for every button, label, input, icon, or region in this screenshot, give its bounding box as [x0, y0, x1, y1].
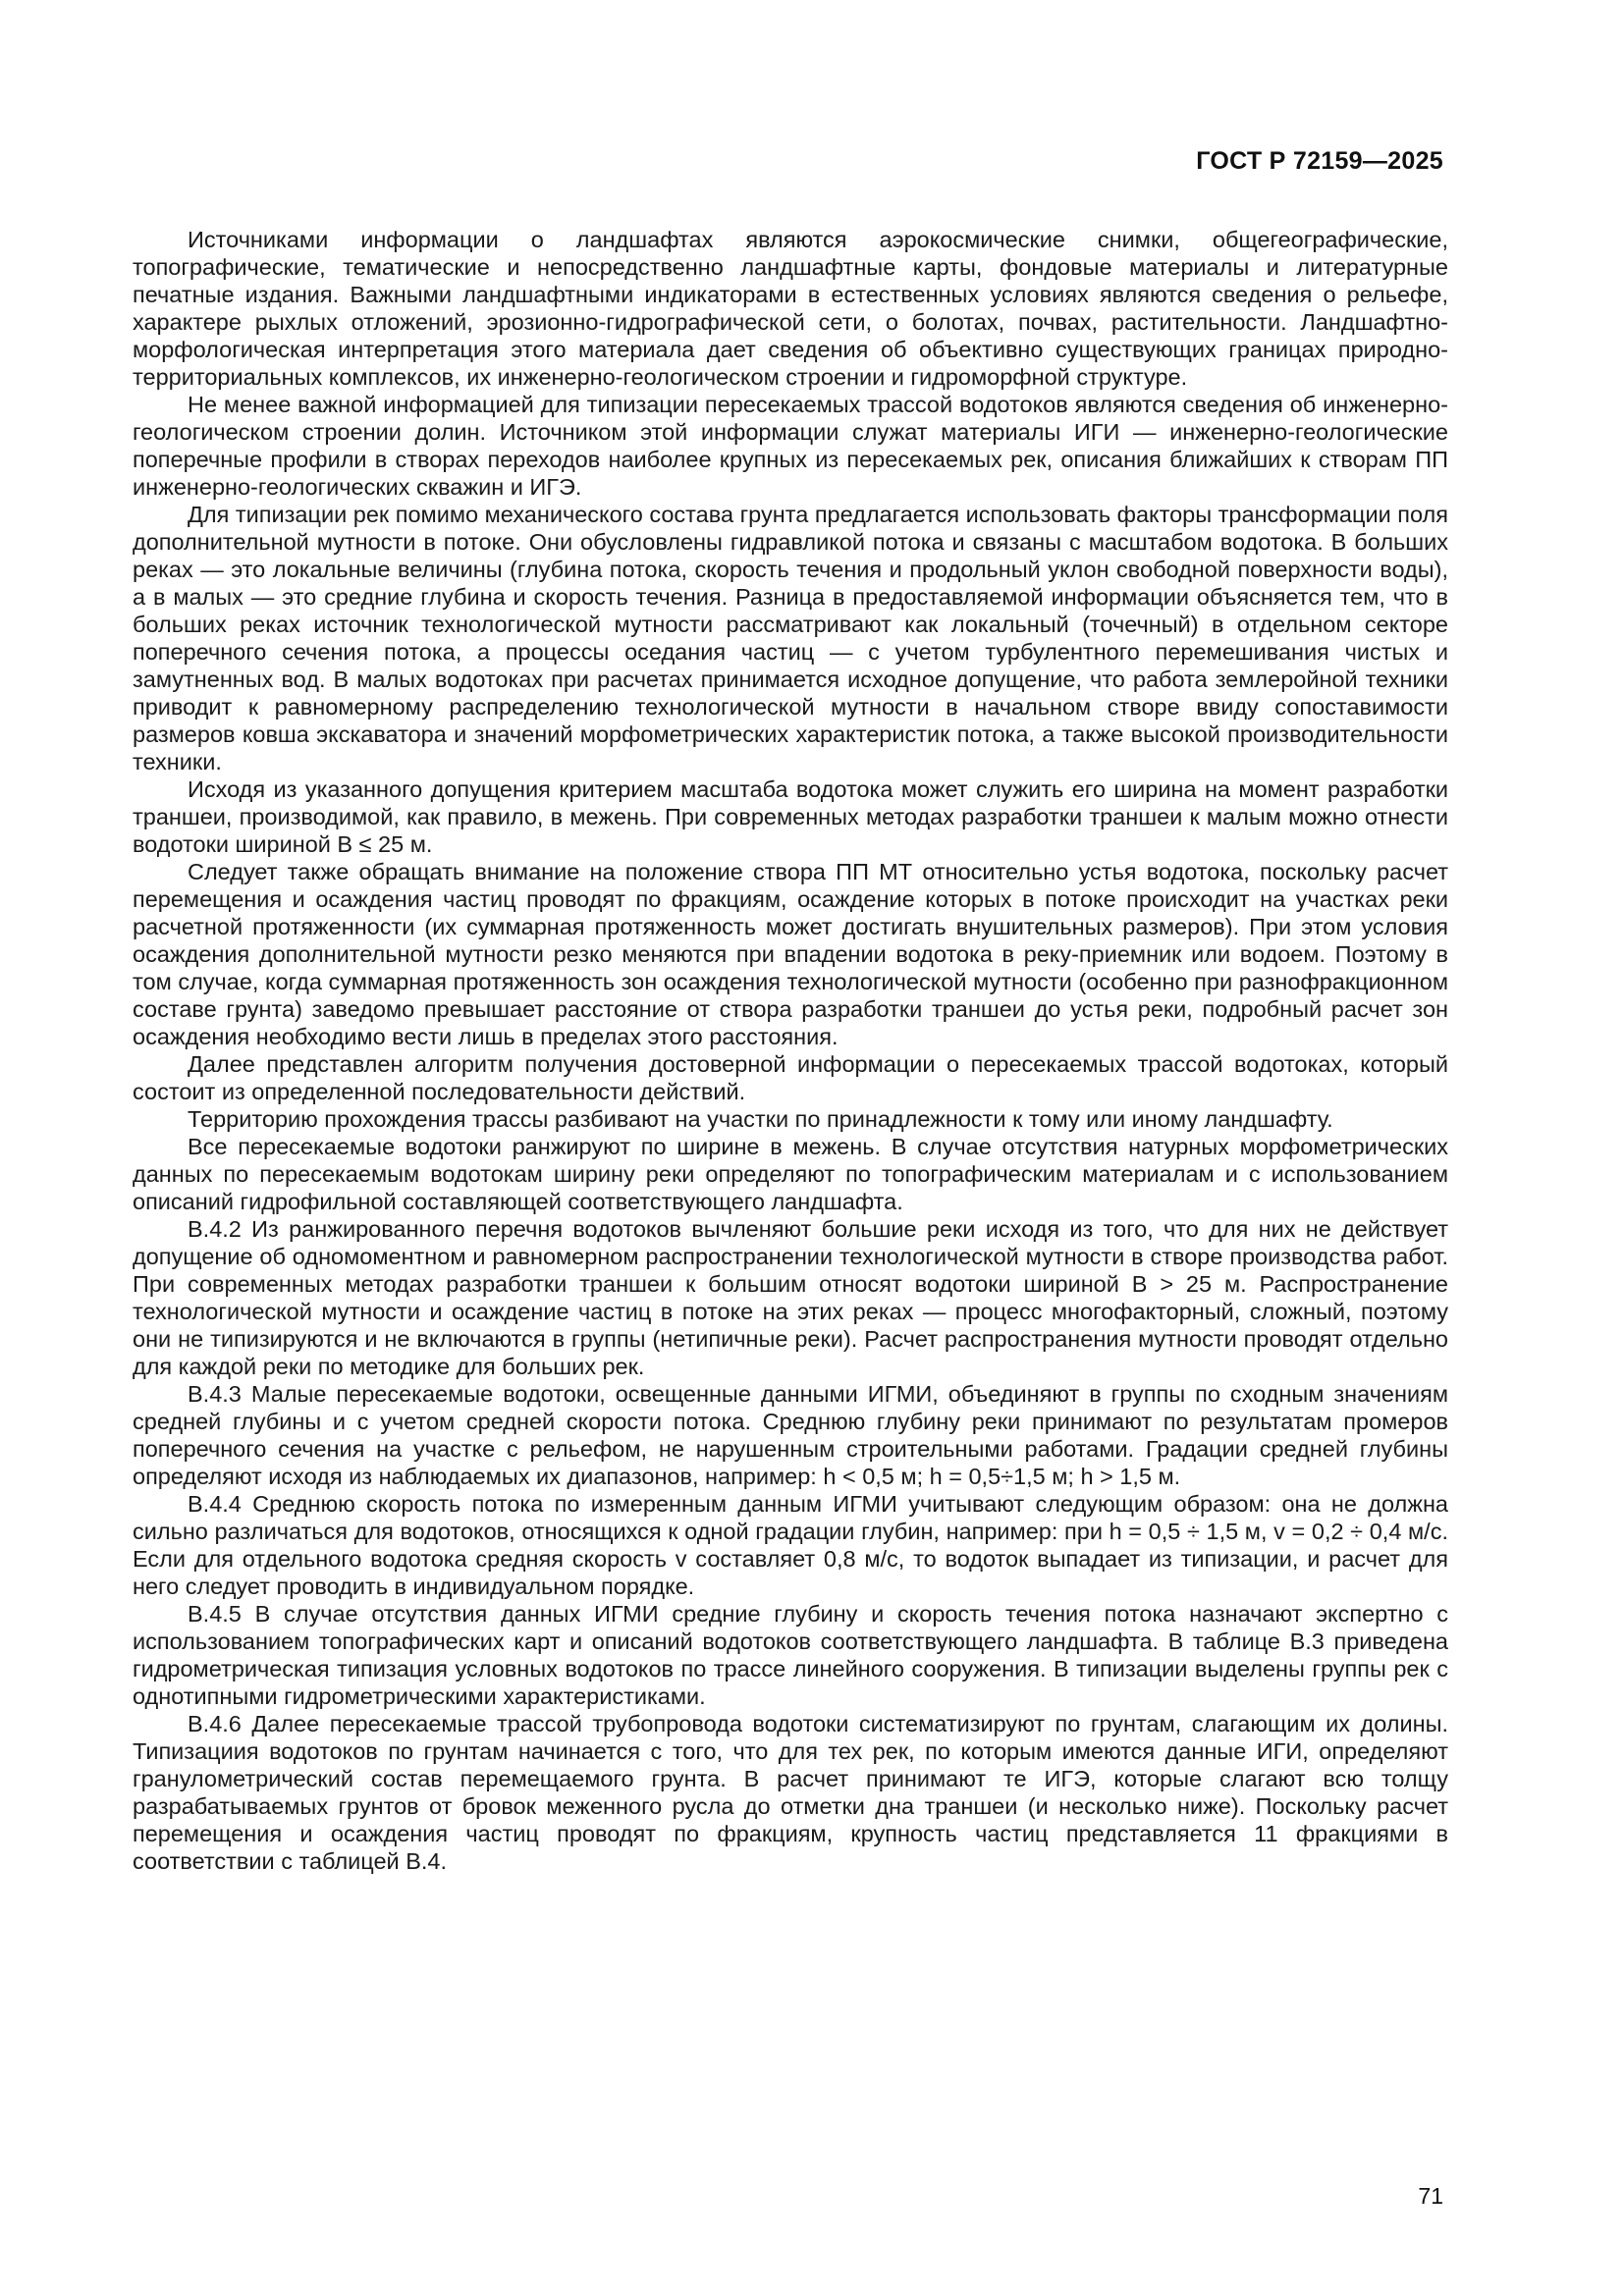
paragraph: Все пересекаемые водотоки ранжируют по ширине в межень. В случае отсутствия натурных морфометрических данных по пересекаемым водотокам ширину реки определяют по топографическим материалам и с использованием описаний гидрофильной составляющей соответствующего ландшафта. [133, 1134, 1448, 1214]
paragraph: В.4.4 Среднюю скорость потока по измеренным данным ИГМИ учитывают следующим образом: она не должна сильно различаться для водотоков, относящихся к одной градации глубин, например: при h = 0,5 ÷ 1,5 м, v = 0,2 ÷ 0,4 м/с. Если для отдельного водотока средняя скорость v составляет 0,8 м/с, то водоток выпадает из типизации, и расчет для него следует проводить в индивидуальном порядке. [133, 1491, 1448, 1599]
page-number: 71 [1418, 2183, 1443, 2209]
paragraph: Далее представлен алгоритм получения достоверной информации о пересекаемых трассой водотоках, который состоит из определенной последовательности действий. [133, 1051, 1448, 1104]
paragraph: Исходя из указанного допущения критерием масштаба водотока может служить его ширина на момент разработки траншеи, производимой, как правило, в межень. При современных методах разработки траншеи к малым можно отнести водотоки шириной В ≤ 25 м. [133, 776, 1448, 857]
paragraph: Источниками информации о ландшафтах являются аэрокосмические снимки, общегеографические, топографические, тематические и непосредственно ландшафтные карты, фондовые материалы и литературные печатные издания. Важными ландшафтными индикаторами в естественных условиях являются сведения о рельефе, характере рыхлых отложений, эрозионно-гидрографической сети, о болотах, почвах, растительности. Ландшафтно-морфологическая интерпретация этого материала дает сведения об объективно существующих границах природно-территориальных комплексов, их инженерно-геологическом строении и гидроморфной структуре. [133, 227, 1448, 390]
body-text [133, 226, 1448, 1875]
paragraph: В.4.3 Малые пересекаемые водотоки, освещенные данными ИГМИ, объединяют в группы по сходным значениям средней глубины и с учетом средней скорости потока. Среднюю глубину реки принимают по результатам промеров поперечного сечения на участке с рельефом, не нарушенным строительными работами. Градации средней глубины определяют исходя из наблюдаемых их диапазонов, например: h < 0,5 м; h = 0,5÷1,5 м; h > 1,5 м. [133, 1381, 1448, 1489]
paragraph: Для типизации рек помимо механического состава грунта предлагается использовать факторы трансформации поля дополнительной мутности в потоке. Они обусловлены гидравликой потока и связаны с масштабом водотока. В больших реках — это локальные величины (глубина потока, скорость течения и продольный уклон свободной поверхности воды), а в малых — это средние глубина и скорость течения. Разница в предоставляемой информации объясняется тем, что в больших реках источник технологической мутности рассматривают как локальный (точечный) в отдельном секторе поперечного сечения потока, а процессы оседания частиц — с учетом турбулентного перемешивания чистых и замутненных вод. В малых водотоках при расчетах принимается исходное допущение, что работа землеройной техники приводит к равномерному распределению технологической мутности в начальном створе ввиду сопоставимости размеров ковша экскаватора и значений морфометрических характеристик потока, а также высокой производительности техники. [133, 502, 1448, 774]
paragraph: Территорию прохождения трассы разбивают на участки по принадлежности к тому или иному ландшафту. [188, 1106, 1333, 1132]
paragraph: Следует также обращать внимание на положение створа ПП МТ относительно устья водотока, поскольку расчет перемещения и осаждения частиц проводят по фракциям, осаждение которых в потоке происходит на участках реки расчетной протяженности (их суммарная протяженность может достигать внушительных размеров). При этом условия осаждения дополнительной мутности резко меняются при впадении водотока в реку-приемник или водоем. Поэтому в том случае, когда суммарная протяженность зон осаждения технологической мутности (особенно при разнофракционном составе грунта) заведомо превышает расстояние от створа разработки траншеи до устья реки, подробный расчет зон осаждения необходимо вести лишь в пределах этого расстояния. [133, 859, 1448, 1049]
paragraph: В.4.6 Далее пересекаемые трассой трубопровода водотоки систематизируют по грунтам, слагающим их долины. Типизациия водотоков по грунтам начинается с того, что для тех рек, по которым имеются данные ИГИ, определяют гранулометрический состав перемещаемого грунта. В расчет принимают те ИГЭ, которые слагают всю толщу разрабатываемых грунтов от бровок меженного русла до отметки дна траншеи (и несколько ниже). Поскольку расчет перемещения и осаждения частиц проводят по фракциям, крупность частиц представляется 11 фракциями в соответствии с таблицей В.4. [133, 1711, 1448, 1874]
paragraph: В.4.2 Из ранжированного перечня водотоков вычленяют большие реки исходя из того, что для них не действует допущение об одномоментном и равномерном распространении технологической мутности в створе производства работ. При современных методах разработки траншеи к большим относят водотоки шириной В > 25 м. Распространение технологической мутности и осаждение частиц в потоке на этих реках — процесс многофакторный, сложный, поэтому они не типизируются и не включаются в группы (нетипичные реки). Расчет распространения мутности проводят отдельно для каждой реки по методике для больших рек. [133, 1216, 1448, 1379]
paragraph: Не менее важной информацией для типизации пересекаемых трассой водотоков являются сведения об инженерно-геологическом строении долин. Источником этой информации служат материалы ИГИ — инженерно-геологические поперечные профили в створах переходов наиболее крупных из пересекаемых рек, описания ближайших к створам ПП инженерно-геологических скважин и ИГЭ. [133, 392, 1448, 500]
paragraph: В.4.5 В случае отсутствия данных ИГМИ средние глубину и скорость течения потока назначают экспертно с использованием топографических карт и описаний водотоков соответствующего ландшафта. В таблице В.3 приведена гидрометрическая типизация условных водотоков по трассе линейного сооружения. В типизации выделены группы рек с однотипными гидрометрическими характеристиками. [133, 1601, 1448, 1709]
document-code: ГОСТ Р 72159—2025 [1196, 147, 1443, 175]
